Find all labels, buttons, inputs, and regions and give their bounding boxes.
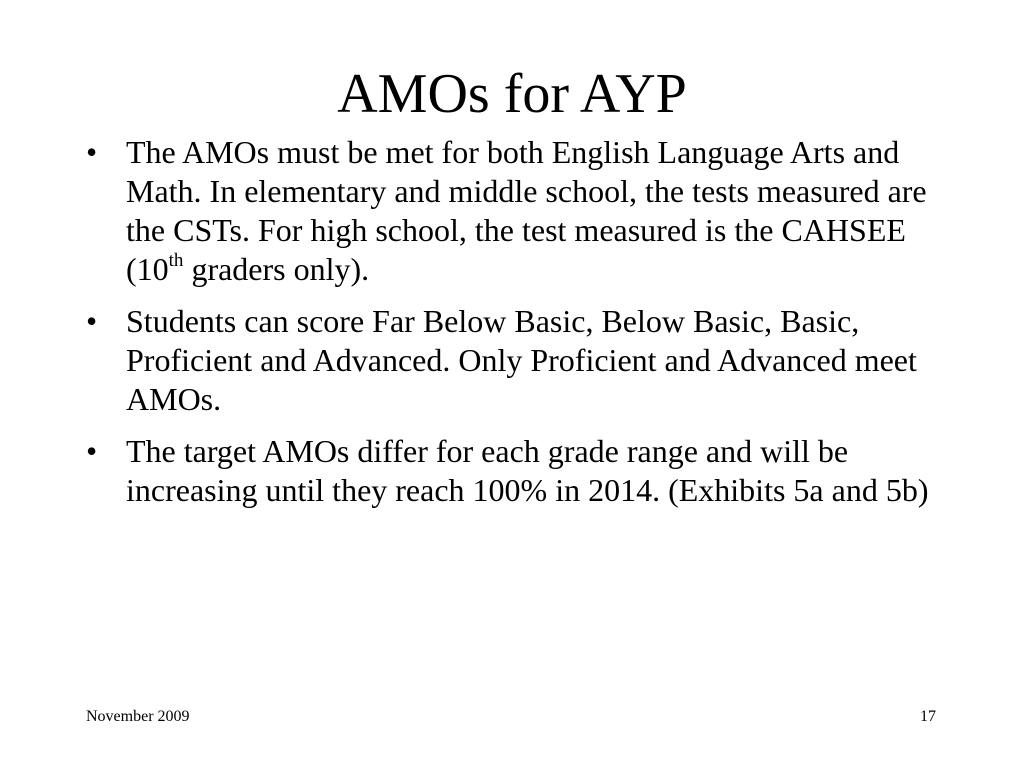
bullet-text-part: graders only).: [183, 251, 370, 287]
bullet-icon: •: [86, 433, 98, 469]
bullet-text-part: The AMOs must be met for both English Language Arts and Math. In elementary and middle school, the tests measured are the CSTs. For high school, the test measured is the CAHSEE (10: [126, 134, 927, 287]
footer-date: November 2009: [86, 708, 190, 725]
bullet-list: [86, 133, 946, 523]
page-number: 17: [920, 708, 936, 725]
bullet-item-score-levels: [86, 302, 946, 419]
bullet-icon: •: [86, 303, 98, 339]
bullet-item-tests: [86, 133, 946, 289]
slide-title: AMOs for AYP: [337, 63, 687, 125]
ordinal-superscript: th: [168, 249, 184, 271]
bullet-text: Students can score Far Below Basic, Below Basic, Basic, Proficient and Advanced. Only Proficient and Advanced meet AMOs.: [126, 303, 917, 417]
bullet-text: [126, 134, 927, 287]
bullet-text: The target AMOs differ for each grade range and will be increasing until they reach 100% in 2014. (Exhibits 5a and 5b): [126, 433, 929, 508]
bullet-icon: •: [86, 134, 98, 170]
bullet-item-targets: [86, 432, 946, 510]
